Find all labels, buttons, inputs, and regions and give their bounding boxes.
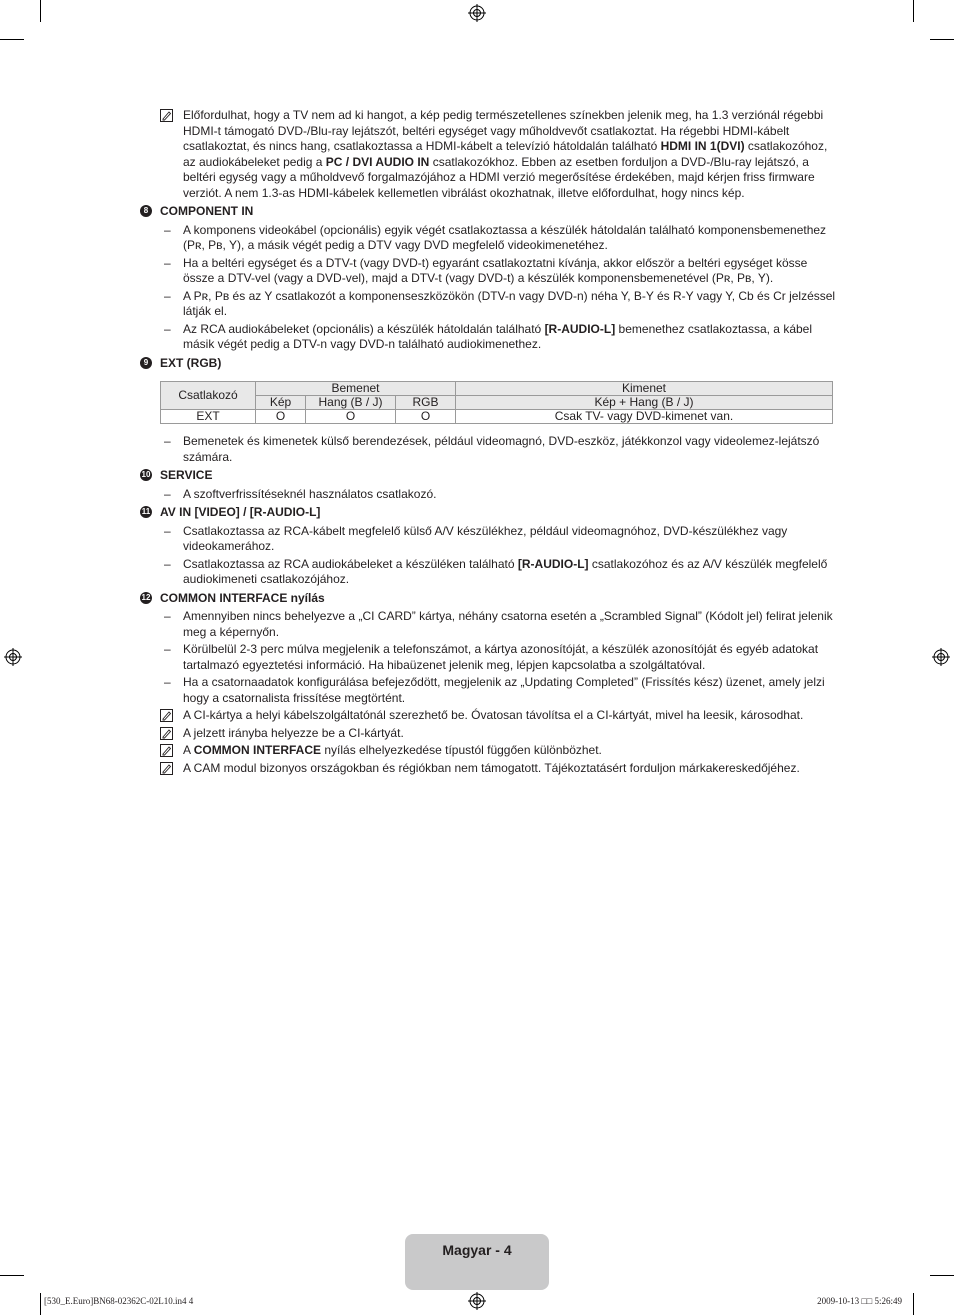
registration-mark-icon (468, 1292, 486, 1310)
table-header: Bemenet (256, 382, 456, 396)
table-cell: Csak TV- vagy DVD-kimenet van. (456, 410, 833, 424)
note-item (140, 761, 840, 777)
list-item: – Csatlakoztassa az RCA-kábelt megfelelő külső A/V készülékhez, például videomagnóhoz, DVD-készülékhez vagy videokamerához. (164, 523, 788, 553)
note-item (140, 726, 840, 742)
note-text: csatlakozókhoz. Ebben az esetben forduljon a DVD-/Blu-ray lejátszó, a beltéri egység vagy a műholdvevő forgalmazójához a HDMI verzió megerősítése érdekében, majd kérjen friss firmware verziót. A nem 1.3-as HDMI-kábelek kellemetlen vibrálást okozhatnak, illetve előfordulhat, hogy nincs kép. (183, 154, 815, 200)
list-item-text: Ha a beltéri egységet és a DTV-t (vagy DVD-t) egyaránt csatlakoztatni kívánja, akkor először a beltéri egységet kösse össze a DTV-vel (vagy a DVD-vel), majd a DTV-t (vagy DVD-t) a készülék komponensbemenetével (Pʀ, Pʙ, Y). (183, 255, 808, 285)
list-item-text: Bemenetek és kimenetek külső berendezések, például videomagnó, DVD-eszköz, játékkonzol vagy videolemez-lejátszó számára. (183, 434, 820, 464)
note-icon (160, 709, 173, 722)
list-item: – Amennyiben nincs behelyezve a „CI CARD” kártya, néhány csatorna esetén a „Scrambled Signal” (Kódolt jel) felirat jelenik meg a képernyőn. (164, 609, 833, 639)
note-icon (160, 109, 173, 122)
connector-name: HDMI IN 1(DVI) (660, 139, 745, 153)
section-heading (140, 591, 840, 607)
connector-name: COMMON INTERFACE (193, 743, 322, 757)
note-text: A CI-kártya a helyi kábelszolgáltatónál szerezhető be. Óvatosan távolítsa el a CI-kártyát, mivel ha leesik, károsodhat. (183, 708, 804, 722)
section-number-badge: 8 (140, 205, 152, 217)
table-header: Csatlakozó (161, 382, 256, 410)
registration-mark-icon (4, 648, 22, 666)
list-item-text: Csatlakoztassa az RCA audiokábeleket a készüléken található (183, 556, 518, 571)
section-heading (140, 505, 840, 521)
registration-mark-icon (468, 4, 486, 22)
section-title: COMMON INTERFACE nyílás (160, 590, 325, 605)
connector-name: [R-AUDIO-L] (544, 321, 616, 336)
list-item-text: Az RCA audiokábeleket (opcionális) a készülék hátoldalán található (183, 321, 545, 336)
list-item-text: A szoftverfrissítéseknél használatos csatlakozó. (183, 486, 437, 501)
table-header: Kimenet (456, 382, 833, 396)
note-text: A jelzett irányba helyezze be a CI-kártyát. (183, 725, 404, 740)
list-item-text: Ha a csatornaadatok konfigurálása befejeződött, megjelenik az „Updating Completed” (Frissítés kész) üzenet, amely jelzi hogy a csatornalista frissítése megtörtént. (183, 675, 825, 705)
list-item: – A Pʀ, Pʙ és az Y csatlakozót a komponenseszközökön (DTV-n vagy DVD-n) néha Y, B-Y és R-Y vagy Y, Cb és Cr jelzéssel látják el. (164, 288, 836, 318)
section-number-badge: 10 (141, 470, 151, 479)
note-text: A CAM modul bizonyos országokban és régiókban nem támogatott. Tájékoztatásért forduljon márkakereskedőjéhez. (183, 760, 800, 775)
list-item: – Bemenetek és kimenetek külső berendezések, például videomagnó, DVD-eszköz, játékkonzol vagy videolemez-lejátszó számára. (164, 434, 820, 464)
file-slug: [530_E.Euro]BN68-02362C-02L10.in4 4 (44, 1296, 194, 1306)
list-item-text: Körülbelül 2-3 perc múlva megjelenik a telefonszámot, a kártya azonosítóját, a készülék azonosítóját és egyéb adatokat tartalmazó egyeztetési információ. Ha hibaüzenet jelenik meg, lépjen kapcsolatba a szolgáltatóval. (183, 642, 819, 672)
section-number-badge: 9 (140, 357, 152, 369)
section-title: COMPONENT IN (160, 204, 254, 218)
list-item-text: Amennyiben nincs behelyezve a „CI CARD” kártya, néhány csatorna esetén a „Scrambled Signal” (Kódolt jel) felirat jelenik meg a képernyőn. (183, 609, 833, 639)
note-item (140, 708, 840, 724)
table-header: Hang (B / J) (306, 396, 396, 410)
note-item (140, 743, 840, 759)
ext-rgb-table (160, 381, 833, 424)
note-icon (160, 762, 173, 775)
section-title: SERVICE (160, 468, 213, 482)
list-item-text: A komponens videokábel (opcionális) egyik végét csatlakoztassa a készülék hátoldalán található komponensbemenethez (Pʀ, Pʙ, Y), a másik végét pedig a DTV vagy DVD megfelelő videokimenetéhez. (183, 222, 827, 252)
list-item: – Az RCA audiokábeleket (opcionális) a készülék hátoldalán található [R-AUDIO-L] bemenethez csatlakoztassa, a kábel másik végét pedig a DTV-n vagy DVD-n található audiokimenethez. (164, 321, 812, 351)
list-item-text: bemenethez csatlakoztassa, a kábel másik végét pedig a DTV-n vagy DVD-n található audiokimenethez. (183, 321, 812, 351)
table-cell: EXT (161, 410, 256, 424)
connector-name: PC / DVI AUDIO IN (325, 154, 430, 169)
list-item: – Csatlakoztassa az RCA audiokábeleket a készüléken található [R-AUDIO-L] csatlakozóhoz és az A/V készülék megfelelő audiokimeneti csatlakozójához. (164, 556, 828, 586)
page-number: Magyar - 4 (442, 1242, 512, 1258)
table-header: Kép + Hang (B / J) (456, 396, 833, 410)
connector-name: [R-AUDIO-L] (517, 556, 589, 571)
note-text: Előfordulhat, hogy a TV nem ad ki hangot, a kép pedig természetellenes színekben jelenik meg, ha 1.3 verziónál régebbi HDMI-t támogató DVD-/Blu-ray lejátszót, beltéri egységet vagy műholdvevőt csatlakoztat. Ha régebbi HDMI-kábelt csatlakoztat, és nincs hang, csatlakoztassa a HDMI-kábelt a televízió hátoldalán található (183, 108, 824, 153)
list-item: – Ha a csatornaadatok konfigurálása befejeződött, megjelenik az „Updating Completed” (Frissítés kész) üzenet, amely jelzi hogy a csatornalista frissítése megtörtént. (164, 675, 825, 705)
note-hdmi (140, 108, 840, 201)
list-item-text: Csatlakoztassa az RCA-kábelt megfelelő külső A/V készülékhez, például videomagnóhoz, DVD-készülékhez vagy videokamerához. (183, 523, 788, 553)
section-title: EXT (RGB) (160, 355, 222, 370)
table-header: RGB (396, 396, 456, 410)
page-content (140, 108, 840, 778)
table-cell: O (396, 410, 456, 424)
section-heading (140, 356, 840, 372)
table-cell: O (256, 410, 306, 424)
list-item: – A komponens videokábel (opcionális) egyik végét csatlakoztassa a készülék hátoldalán található komponensbemenethez (Pʀ, Pʙ, Y), a másik végét pedig a DTV vagy DVD megfelelő videokimenetéhez. (164, 222, 827, 252)
section-number-badge: 12 (141, 592, 151, 602)
note-text: A (183, 743, 194, 757)
list-item: – A szoftverfrissítéseknél használatos csatlakozó. (164, 486, 437, 501)
list-item: – Ha a beltéri egységet és a DTV-t (vagy DVD-t) egyaránt csatlakoztatni kívánja, akkor először a beltéri egységet kösse össze a DTV-vel (vagy a DVD-vel), majd a DTV-t (vagy DVD-t) a készülék komponensbemenetével (Pʀ, Pʙ, Y). (164, 255, 808, 285)
list-item-text: csatlakozóhoz és az A/V készülék megfelelő audiokimeneti csatlakozójához. (183, 556, 828, 586)
section-heading (140, 468, 840, 484)
table-header: Kép (256, 396, 306, 410)
table-row (161, 410, 833, 424)
section-heading (140, 204, 840, 220)
table-cell: O (306, 410, 396, 424)
note-icon (160, 727, 173, 740)
note-icon (160, 744, 173, 757)
section-number-badge: 11 (141, 507, 151, 516)
note-text: nyílás elhelyezkedése típustól függően különbözhet. (321, 743, 602, 757)
registration-mark-icon (932, 648, 950, 666)
list-item-text: A Pʀ, Pʙ és az Y csatlakozót a komponenseszközökön (DTV-n vagy DVD-n) néha Y, B-Y és R-Y vagy Y, Cb és Cr jelzéssel látják el. (183, 288, 836, 318)
list-item: – Körülbelül 2-3 perc múlva megjelenik a telefonszámot, a kártya azonosítóját, a készülék azonosítóját és egyéb adatokat tartalmazó egyeztetési információ. Ha hibaüzenet jelenik meg, lépjen kapcsolatba a szolgáltatóval. (164, 642, 819, 672)
print-timestamp: 2009-10-13 □□ 5:26:49 (817, 1296, 902, 1306)
section-title: AV IN [VIDEO] / [R-AUDIO-L] (160, 505, 321, 519)
note-text: csatlakozóhoz, az audiokábeleket pedig a (183, 139, 828, 169)
